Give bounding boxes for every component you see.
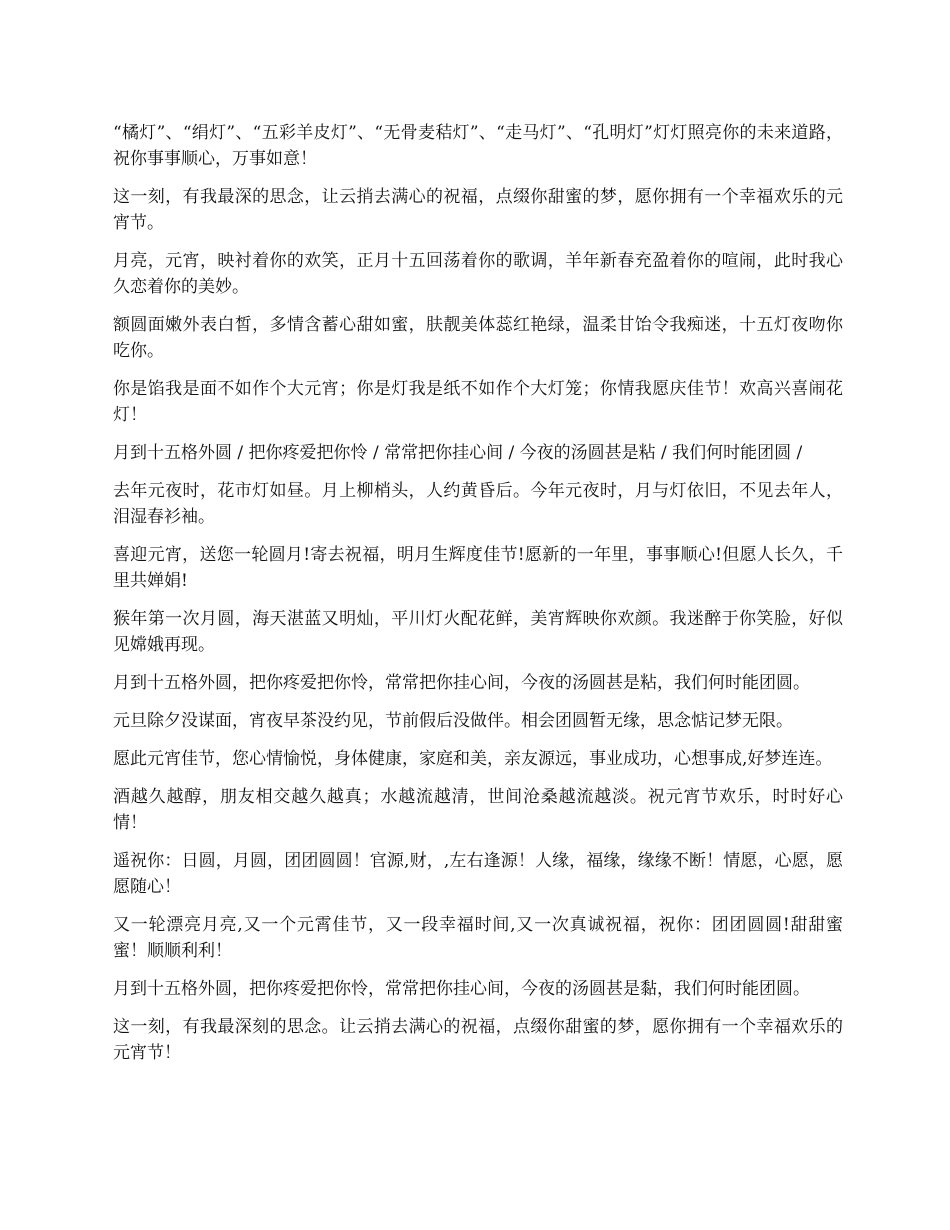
paragraph-3: 月亮，元宵，映衬着你的欢笑，正月十五回荡着你的歌调，羊年新春充盈着你的喧闹，此时我心久恋着你的美妙。 bbox=[113, 251, 843, 297]
paragraph-2: 这一刻，有我最深的思念，让云捎去满心的祝福，点缀你甜蜜的梦，愿你拥有一个幸福欢乐的元宵节。 bbox=[113, 187, 843, 233]
paragraph-8: 喜迎元宵，送您一轮圆月!寄去祝福，明月生辉度佳节!愿新的一年里，事事顺心!但愿人长久，千里共婵娟! bbox=[113, 545, 843, 591]
paragraph-17: 这一刻，有我最深刻的思念。让云捎去满心的祝福，点缀你甜蜜的梦，愿你拥有一个幸福欢乐的元宵节！ bbox=[113, 1017, 843, 1063]
paragraph-10: 月到十五格外圆，把你疼爱把你怜，常常把你挂心间，今夜的汤圆甚是粘，我们何时能团圆。 bbox=[113, 673, 810, 693]
paragraph-1: “橘灯”、“绢灯”、“五彩羊皮灯”、“无骨麦秸灯”、“走马灯”、“孔明灯”灯灯照亮你的未来道路，祝你事事顺心，万事如意！ bbox=[113, 123, 843, 169]
paragraph-6: 月到十五格外圆 / 把你疼爱把你怜 / 常常把你挂心间 / 今夜的汤圆甚是粘 / 我们何时能团圆 / bbox=[113, 443, 803, 463]
paragraph-4: 额圆面嫩外表白皙，多情含蓄心甜如蜜，肤靓美体蕊红艳绿，温柔甘饴令我痴迷，十五灯夜吻你吃你。 bbox=[113, 315, 843, 361]
paragraph-15: 又一轮漂亮月亮,又一个元霄佳节，又一段幸福时间,又一次真诚祝福，祝你：团团圆圆!甜甜蜜蜜！顺顺利利！ bbox=[113, 915, 843, 961]
paragraph-7: 去年元夜时，花市灯如昼。月上柳梢头，人约黄昏后。今年元夜时，月与灯依旧，不见去年人，泪湿春衫袖。 bbox=[113, 481, 843, 527]
paragraph-9: 猴年第一次月圆，海天湛蓝又明灿，平川灯火配花鲜，美宵辉映你欢颜。我迷醉于你笑脸，好似见嫦娥再现。 bbox=[113, 609, 843, 655]
document-body bbox=[113, 120, 843, 1078]
paragraph-5: 你是馅我是面不如作个大元宵；你是灯我是纸不如作个大灯笼；你情我愿庆佳节！欢高兴喜闹花灯！ bbox=[113, 379, 843, 425]
paragraph-12: 愿此元宵佳节，您心情愉悦，身体健康，家庭和美，亲友源远，事业成功，心想事成,好梦连连。 bbox=[113, 749, 833, 769]
paragraph-14: 遥祝你：日圆，月圆，团团圆圆！官源,财，,左右逢源！人缘，福缘，缘缘不断！情愿，心愿，愿愿随心！ bbox=[113, 851, 843, 897]
paragraph-13: 酒越久越醇，朋友相交越久越真；水越流越清，世间沧桑越流越淡。祝元宵节欢乐，时时好心情！ bbox=[113, 787, 843, 833]
paragraph-16: 月到十五格外圆，把你疼爱把你怜，常常把你挂心间，今夜的汤圆甚是黏，我们何时能团圆。 bbox=[113, 979, 810, 999]
paragraph-11: 元旦除夕没谋面，宵夜早茶没约见，节前假后没做伴。相会团圆暂无缘，思念惦记梦无限。 bbox=[113, 711, 793, 731]
